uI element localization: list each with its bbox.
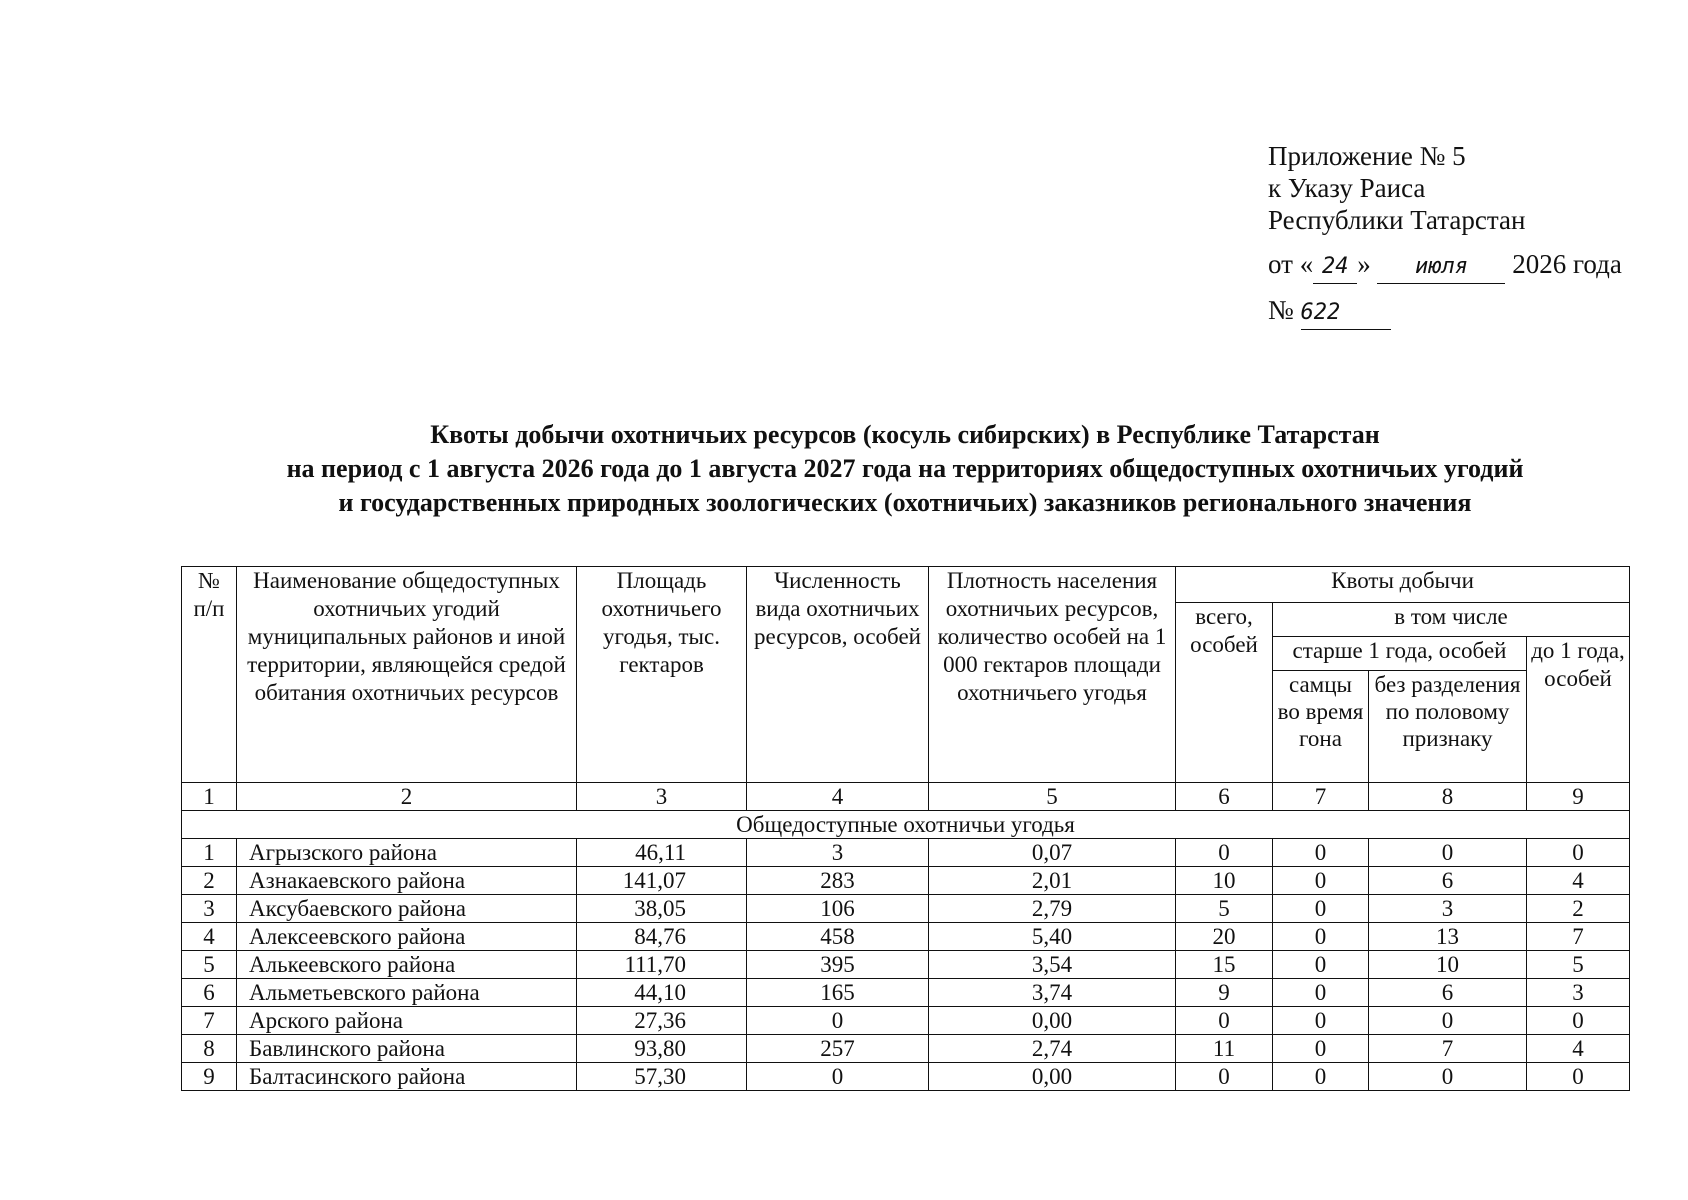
- quota-young: 4: [1527, 1035, 1630, 1063]
- area-value: 93,80: [577, 1035, 747, 1063]
- district-name: Аксубаевского района: [237, 895, 577, 923]
- density-value: 3,74: [929, 979, 1176, 1007]
- column-number-row: [182, 783, 1630, 811]
- district-name: Алексеевского района: [237, 923, 577, 951]
- population-value: 3: [747, 839, 929, 867]
- density-value: 2,79: [929, 895, 1176, 923]
- table-row: [182, 1063, 1630, 1091]
- header-density: Плотность населения охотничьих ресурсов, количество особей на 1 000 гектаров площади охотничьего угодья: [929, 567, 1176, 783]
- area-value: 141,07: [577, 867, 747, 895]
- title-line-3: и государственных природных зоологических (охотничьих) заказников регионального значения: [338, 488, 1472, 517]
- appendix-line-3: Республики Татарстан: [1268, 205, 1526, 235]
- quota-total: 9: [1176, 979, 1273, 1007]
- density-value: 3,54: [929, 951, 1176, 979]
- row-number: 8: [182, 1035, 237, 1063]
- row-number: 5: [182, 951, 237, 979]
- table-row: [182, 923, 1630, 951]
- header-males: самцы во время гона: [1273, 671, 1369, 783]
- row-number: 3: [182, 895, 237, 923]
- quota-young: 0: [1527, 1007, 1630, 1035]
- population-value: 395: [747, 951, 929, 979]
- quota-young: 7: [1527, 923, 1630, 951]
- header-no-sex: без разделения по половому признаку: [1369, 671, 1527, 783]
- document-title: [180, 418, 1630, 520]
- quota-males: 0: [1273, 867, 1369, 895]
- column-number: 7: [1273, 783, 1369, 811]
- header-quotas: Квоты добычи: [1176, 567, 1630, 603]
- row-number: 4: [182, 923, 237, 951]
- header-older: старше 1 года, особей: [1273, 637, 1527, 671]
- quota-total: 0: [1176, 839, 1273, 867]
- quota-young: 3: [1527, 979, 1630, 1007]
- quota-total: 0: [1176, 1007, 1273, 1035]
- section-row: [182, 811, 1630, 839]
- header-total: всего, особей: [1176, 603, 1273, 783]
- quota-young: 2: [1527, 895, 1630, 923]
- population-value: 165: [747, 979, 929, 1007]
- title-line-1: Квоты добычи охотничьих ресурсов (косуль сибирских) в Республике Татарстан: [430, 420, 1380, 449]
- header-including: в том числе: [1273, 603, 1630, 637]
- quota-total: 11: [1176, 1035, 1273, 1063]
- appendix-line-2: к Указу Раиса: [1268, 173, 1426, 203]
- quota-no-sex: 3: [1369, 895, 1527, 923]
- date-month: июля: [1377, 251, 1505, 284]
- column-number: 1: [182, 783, 237, 811]
- number-prefix: №: [1268, 295, 1294, 325]
- date-day: 24: [1313, 251, 1357, 284]
- quota-males: 0: [1273, 1007, 1369, 1035]
- quota-no-sex: 10: [1369, 951, 1527, 979]
- quota-no-sex: 0: [1369, 839, 1527, 867]
- district-name: Алькеевского района: [237, 951, 577, 979]
- district-name: Азнакаевского района: [237, 867, 577, 895]
- decree-number: 622: [1301, 297, 1391, 330]
- appendix-date: [1268, 248, 1668, 284]
- quota-no-sex: 6: [1369, 867, 1527, 895]
- district-name: Агрызского района: [237, 839, 577, 867]
- header-num: № п/п: [182, 567, 237, 783]
- column-number: 3: [577, 783, 747, 811]
- header-area: Площадь охотничьего угодья, тыс. гектаров: [577, 567, 747, 783]
- area-value: 38,05: [577, 895, 747, 923]
- quota-no-sex: 6: [1369, 979, 1527, 1007]
- district-name: Балтасинского района: [237, 1063, 577, 1091]
- quota-no-sex: 13: [1369, 923, 1527, 951]
- quota-table: [181, 566, 1630, 1091]
- area-value: 57,30: [577, 1063, 747, 1091]
- district-name: Арского района: [237, 1007, 577, 1035]
- area-value: 84,76: [577, 923, 747, 951]
- section-title: Общедоступные охотничьи угодья: [182, 811, 1630, 839]
- table-row: [182, 895, 1630, 923]
- quota-males: 0: [1273, 1063, 1369, 1091]
- row-number: 1: [182, 839, 237, 867]
- quota-total: 10: [1176, 867, 1273, 895]
- density-value: 2,74: [929, 1035, 1176, 1063]
- population-value: 0: [747, 1063, 929, 1091]
- population-value: 458: [747, 923, 929, 951]
- quota-males: 0: [1273, 923, 1369, 951]
- quota-males: 0: [1273, 951, 1369, 979]
- population-value: 257: [747, 1035, 929, 1063]
- row-number: 9: [182, 1063, 237, 1091]
- area-value: 46,11: [577, 839, 747, 867]
- column-number: 9: [1527, 783, 1630, 811]
- density-value: 5,40: [929, 923, 1176, 951]
- column-number: 8: [1369, 783, 1527, 811]
- date-year: 2026 года: [1512, 249, 1622, 279]
- header-under-one: до 1 года, особей: [1527, 637, 1630, 783]
- quota-young: 0: [1527, 1063, 1630, 1091]
- quota-males: 0: [1273, 979, 1369, 1007]
- table-row: [182, 1035, 1630, 1063]
- column-number: 6: [1176, 783, 1273, 811]
- population-value: 106: [747, 895, 929, 923]
- table-row: [182, 839, 1630, 867]
- row-number: 2: [182, 867, 237, 895]
- table-body: [182, 839, 1630, 1091]
- quota-males: 0: [1273, 895, 1369, 923]
- population-value: 283: [747, 867, 929, 895]
- quota-young: 4: [1527, 867, 1630, 895]
- table-row: [182, 1007, 1630, 1035]
- density-value: 2,01: [929, 867, 1176, 895]
- column-number: 4: [747, 783, 929, 811]
- density-value: 0,00: [929, 1063, 1176, 1091]
- header-name: Наименование общедоступных охотничьих угодий муниципальных районов и иной территории, являющейся средой обитания охотничьих ресурсов: [237, 567, 577, 783]
- density-value: 0,00: [929, 1007, 1176, 1035]
- appendix-number: [1268, 294, 1668, 330]
- density-value: 0,07: [929, 839, 1176, 867]
- district-name: Альметьевского района: [237, 979, 577, 1007]
- quota-males: 0: [1273, 1035, 1369, 1063]
- quota-young: 0: [1527, 839, 1630, 867]
- header-population: Численность вида охотничьих ресурсов, особей: [747, 567, 929, 783]
- date-mid: »: [1357, 249, 1371, 279]
- population-value: 0: [747, 1007, 929, 1035]
- quota-no-sex: 7: [1369, 1035, 1527, 1063]
- row-number: 7: [182, 1007, 237, 1035]
- title-line-2: на период с 1 августа 2026 года до 1 августа 2027 года на территориях общедоступных охотничьих угодий: [286, 454, 1524, 483]
- quota-no-sex: 0: [1369, 1063, 1527, 1091]
- column-number: 2: [237, 783, 577, 811]
- appendix-block: [1268, 140, 1668, 330]
- quota-young: 5: [1527, 951, 1630, 979]
- date-prefix: от «: [1268, 249, 1314, 279]
- quota-total: 15: [1176, 951, 1273, 979]
- area-value: 27,36: [577, 1007, 747, 1035]
- appendix-line-1: Приложение № 5: [1268, 141, 1466, 171]
- quota-total: 5: [1176, 895, 1273, 923]
- district-name: Бавлинского района: [237, 1035, 577, 1063]
- quota-males: 0: [1273, 839, 1369, 867]
- column-number: 5: [929, 783, 1176, 811]
- row-number: 6: [182, 979, 237, 1007]
- table-row: [182, 867, 1630, 895]
- table-row: [182, 951, 1630, 979]
- quota-total: 0: [1176, 1063, 1273, 1091]
- area-value: 44,10: [577, 979, 747, 1007]
- area-value: 111,70: [577, 951, 747, 979]
- table-row: [182, 979, 1630, 1007]
- quota-no-sex: 0: [1369, 1007, 1527, 1035]
- quota-total: 20: [1176, 923, 1273, 951]
